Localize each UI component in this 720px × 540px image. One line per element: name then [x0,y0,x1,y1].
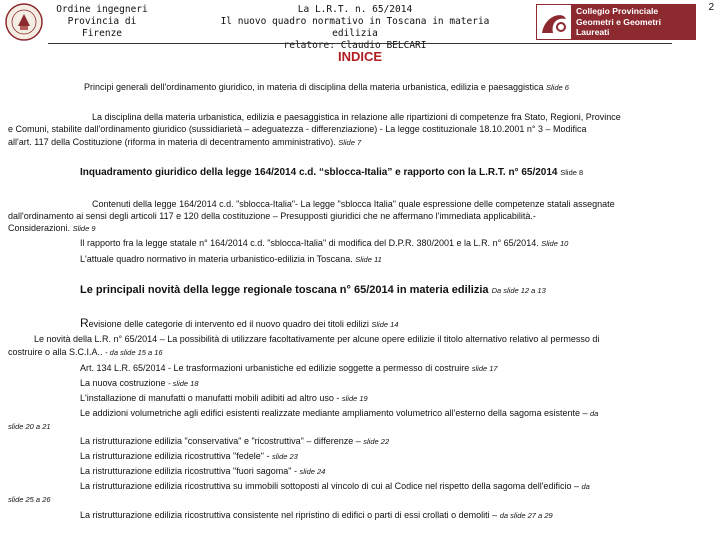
page-number: 2 [708,2,714,13]
item-text: La ristrutturazione edilizia ricostruttiva "fuori sagoma" - [80,466,297,476]
item-text: La disciplina della materia urbanistica, edilizia e paesaggistica in relazione alle ripartizioni di competenze fra Stato, Regioni, Province [92,112,621,122]
item-text: Principi generali dell'ordinamento giuridico, in materia di disciplina della materia urbanistica, edilizia e paesaggistica [84,82,544,92]
order-line-1: Ordine ingegneri [56,4,148,15]
header-divider [48,43,672,44]
collegio-line-3: di Firenze [576,37,617,48]
slide-ref: slide 17 [471,364,498,373]
section-text: Inquadramento giuridico della legge 164/2014 c.d. “sblocca-Italia” e rapporto con la L.R.T. n° 65/2014 [80,167,558,178]
presentation-header [200,4,510,52]
index-item-continuation [8,421,208,433]
item-text: La ristrutturazione edilizia ricostruttiva "fedele" - [80,451,270,461]
index-item-continuation [8,211,698,223]
slide-ref: Slide 11 [355,255,382,264]
item-text: Le addizioni volumetriche agli edifici esistenti realizzate mediante ampliamento volumetrico all'esterno della sagoma esistente – [80,408,588,418]
index-item [80,254,710,266]
index-item [80,481,710,493]
slide-ref: slide 19 [341,394,368,403]
index-item [80,238,710,250]
collegio-name [576,6,694,48]
index-section [80,284,715,297]
item-text: all'art. 117 della Costituzione (riforma in materia di decentramento amministrativo). [8,137,336,147]
section-text: Le principali novità della legge regionale toscana n° 65/2014 in materia edilizia [80,284,489,296]
item-text: La ristrutturazione edilizia "conservativa" e "ricostruttiva" – differenze – [80,436,361,446]
index-item [80,408,710,420]
index-item-continuation [8,347,698,359]
slide-ref: slide 24 [299,467,326,476]
order-name [52,4,152,40]
item-text: La nuova costruzione [80,378,166,388]
item-text: Il rapporto fra la legge statale n° 164/2014 c.d. "sblocca-Italia" di modifica del D.P.R. 380/2001 e la L.R. n° 65/2014. [80,238,539,248]
collegio-logo [536,4,696,48]
item-text: Le novità della L.R. n° 65/2014 – La possibilità di utilizzare facoltativamente per alcune opere edilizie il titolo alternativo relativo al permesso di [34,334,600,344]
item-text: L'installazione di manufatti o manufatti mobili adibiti ad altro uso - [80,393,340,403]
item-text: Contenuti della legge 164/2014 c.d. "sblocca-Italia"- La legge "sblocca Italia" quale espressione delle competenze statali assegnate [92,199,615,209]
slide-ref: Slide 14 [371,320,399,329]
item-text: Art. 134 L.R. 65/2014 - Le trasformazioni urbanistiche ed edilizie soggette a permesso di costruire [80,363,470,373]
index-item [80,436,710,448]
slide-ref: Slide 6 [545,83,569,92]
index-item [80,466,710,478]
index-item-continuation [8,494,208,506]
order-line-3: Firenze [81,28,123,39]
index-item [92,199,697,211]
collegio-mark-icon [536,4,572,40]
slide-ref: - slide 18 [168,379,199,388]
item-text: L'attuale quadro normativo in materia urbanistico-edilizia in Toscana. [80,254,353,264]
index-item [80,378,710,390]
index-item-continuation [8,223,698,235]
index-item [80,363,710,375]
slide-ref: da [581,482,590,491]
index-item [80,393,710,405]
page-title: INDICE [337,49,383,64]
index-item [34,334,706,346]
collegio-line-1: Collegio Provinciale [576,6,659,16]
item-text: evisione delle categorie di intervento ed il nuovo quadro dei titoli edilizi [88,319,369,329]
item-text: costruire o alla S.C.I.A.. [8,347,103,357]
index-item-continuation [8,137,698,149]
item-text: La ristrutturazione edilizia ricostruttiva consistente nel ripristino di edifici o parti di essi crollati o demoliti – [80,510,498,520]
presentation-subtitle: Il nuovo quadro normativo in Toscana in materia edilizia [220,16,490,39]
seal-icon [2,2,46,42]
slide-ref: slide 20 a 21 [8,422,51,431]
index-section [80,167,710,179]
index-item [80,510,710,522]
slide-ref: slide 22 [363,437,390,446]
slide-ref: Da slide 12 a 13 [491,286,546,295]
order-line-2: Provincia di [67,16,137,27]
slide-ref: Slide 10 [541,239,569,248]
slide-ref: Slide 8 [560,168,584,177]
slide-ref: - da slide 15 a 16 [105,348,163,357]
slide-ref: slide 25 a 26 [8,495,51,504]
index-item [80,318,710,331]
drop-initial: R [80,316,89,330]
speaker: relatore: Claudio BELCARI [283,40,427,51]
index-item [92,112,697,124]
index-item [80,451,710,463]
slide-ref: Slide 9 [72,224,96,233]
index-item-continuation [8,124,698,136]
index-item [84,82,714,94]
item-text: La ristrutturazione edilizia ricostruttiva su immobili sottoposti al vincolo di cui al Codice nel rispetto della sagoma dell'edificio – [80,481,579,491]
order-logo [2,2,46,42]
item-text: dall'ordinamento ai sensi degli articoli 117 e 120 della costituzione – Presupposti giuridici che ne affermano l'immediata applicabilità.- [8,211,536,221]
slide-ref: slide 23 [272,452,298,461]
slide-ref: da [590,409,599,418]
slide-ref: Slide 7 [338,138,362,147]
law-title: La L.R.T. n. 65/2014 [297,4,413,15]
slide-ref: da slide 27 a 29 [499,511,553,520]
item-text: e Comuni, stabilite dall'ordinamento giuridico (sussidiarietà – adeguatezza - differenziazione) - La legge costituzionale 18.10.2001 n° 3 – Modifica [8,124,587,134]
collegio-line-2: Geometri e Geometri Laureati [576,16,662,37]
item-text: Considerazioni. [8,223,71,233]
